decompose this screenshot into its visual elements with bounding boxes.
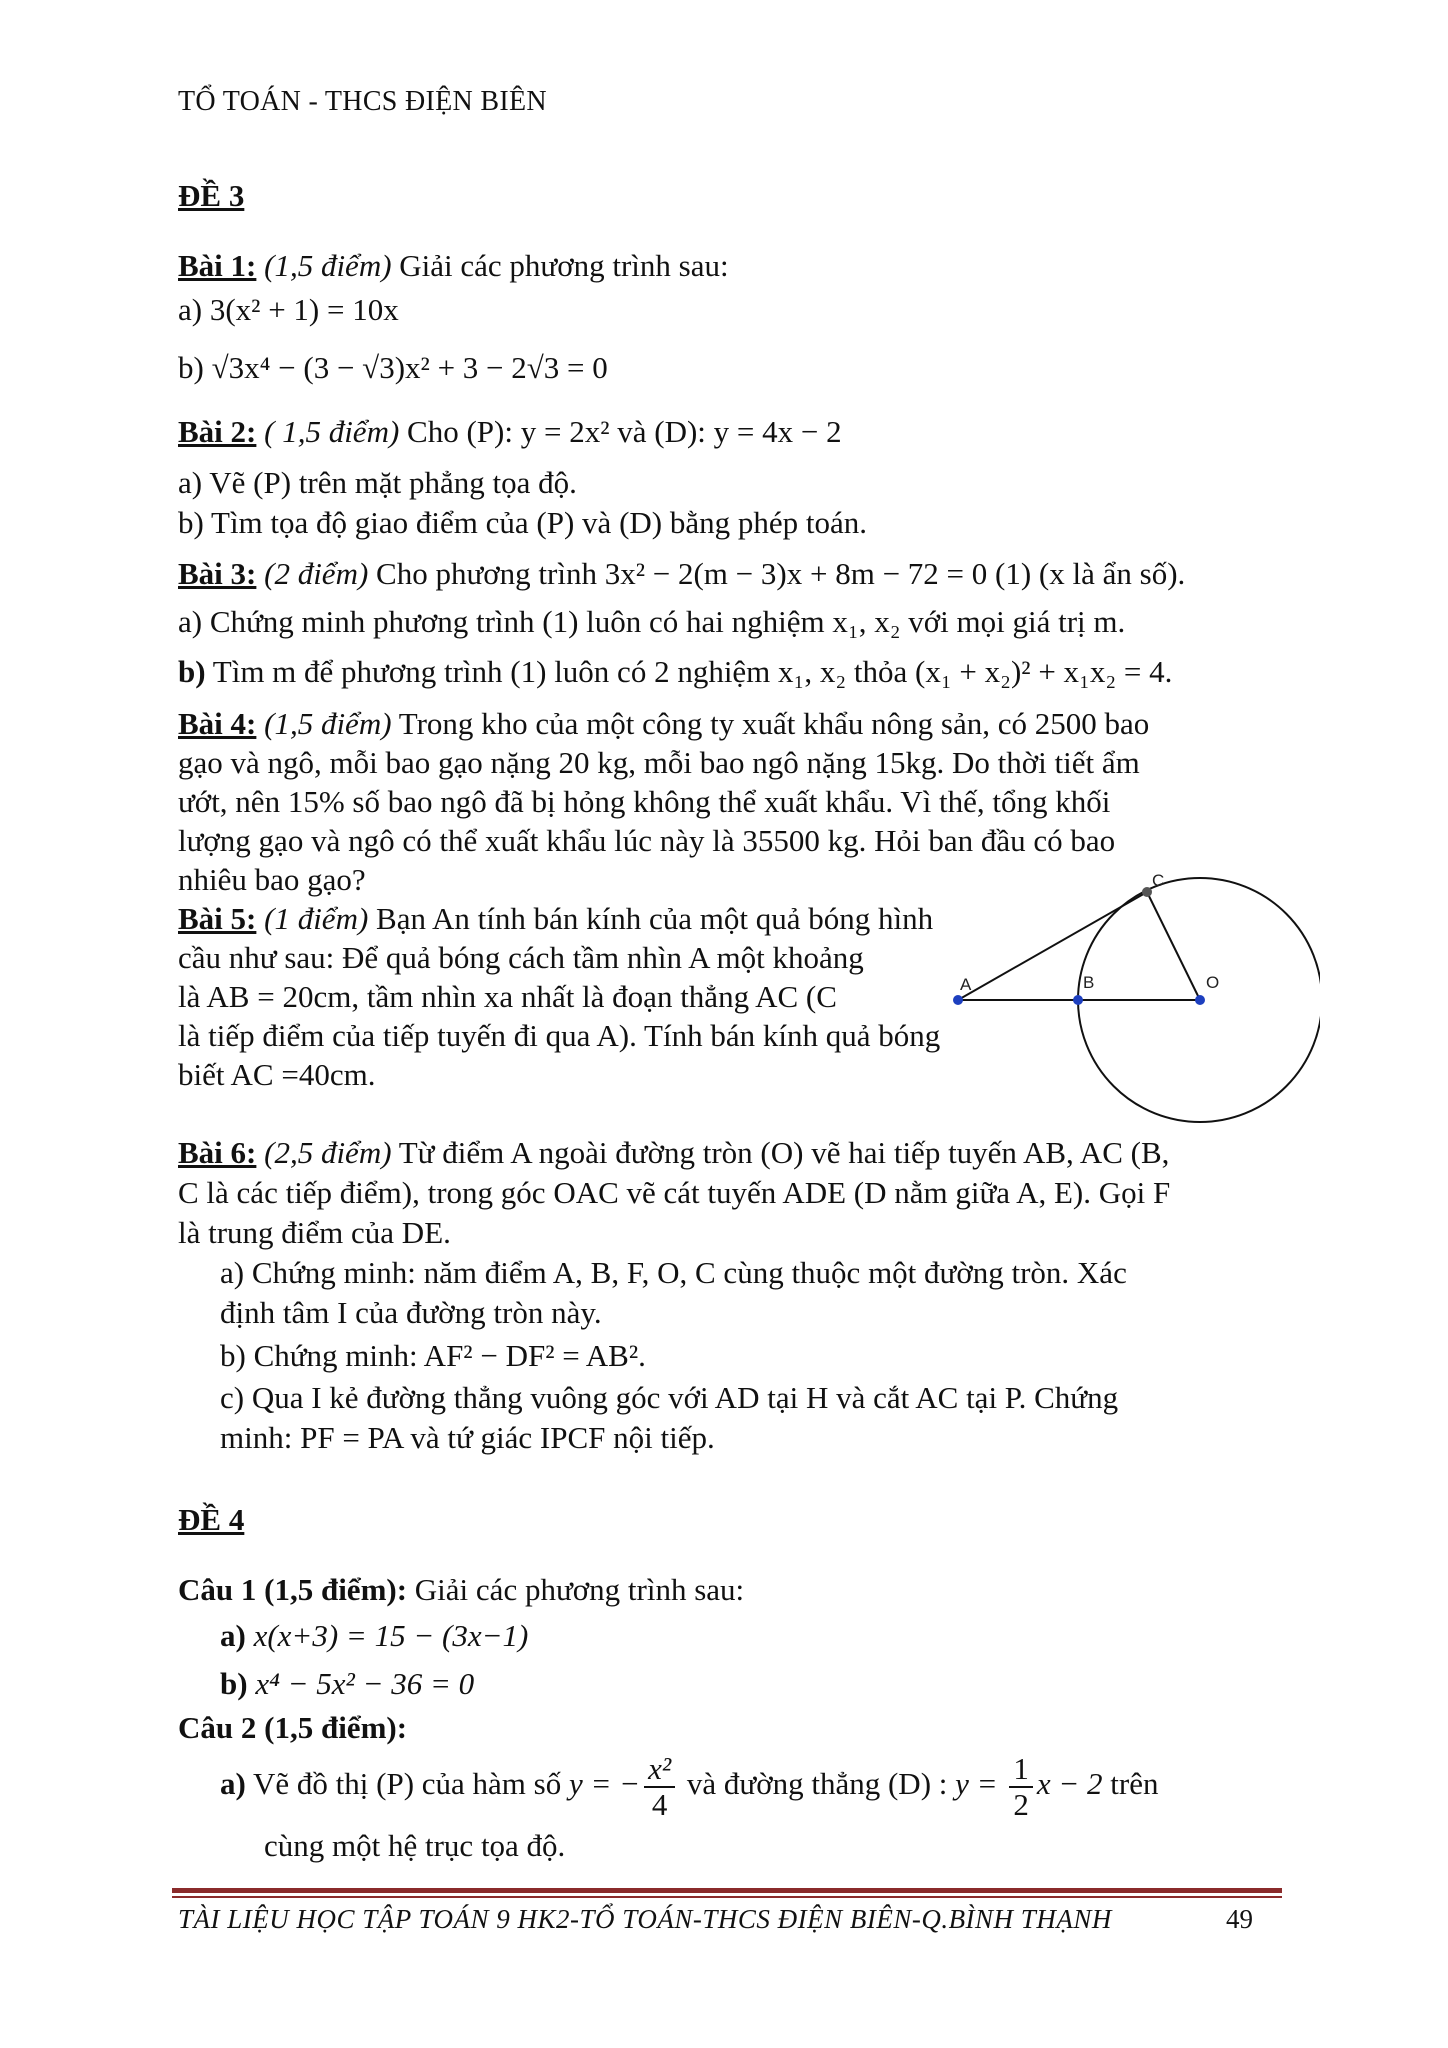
bai3-text: Cho phương trình 3x² − 2(m − 3)x + 8m − 72 = 0 (1) (x là ẩn số). — [368, 556, 1186, 591]
label-b: B — [1083, 973, 1095, 992]
cau1-b: x⁴ − 5x² − 36 = 0 — [255, 1666, 475, 1701]
bai5-line-4: là tiếp điểm của tiếp tuyến đi qua A). Tính bán kính quả bóng — [178, 1018, 941, 1053]
tangent-ac — [958, 892, 1147, 1000]
bai2-a: a) Vẽ (P) trên mặt phẳng tọa độ. — [178, 465, 577, 500]
bai2-text: Cho (P): y = 2x² và (D): y = 4x − 2 — [399, 414, 842, 449]
cau2-line-lhs: y = — [955, 1766, 1006, 1802]
footer-text: TÀI LIỆU HỌC TẬP TOÁN 9 HK2-TỔ TOÁN-THCS ĐIỆN BIÊN-Q.BÌNH THẠNH — [178, 1904, 1112, 1934]
page-header: TỔ TOÁN - THCS ĐIỆN BIÊN — [178, 86, 547, 117]
bai6-c-line-1: c) Qua I kẻ đường thẳng vuông góc với AD tại H và cắt AC tại P. Chứng — [220, 1380, 1119, 1415]
bai3-points: (2 điểm) — [264, 556, 369, 591]
bai5-line-1 — [178, 901, 933, 937]
bai6-c-line-2: minh: PF = PA và tứ giác IPCF nội tiếp. — [220, 1420, 715, 1455]
bai3-b-label: b) — [178, 654, 206, 689]
cau2-parabola-fraction — [644, 1752, 675, 1822]
bai2-heading — [178, 414, 842, 450]
footer-rule-thin — [172, 1896, 1282, 1898]
footer-rule-thick — [172, 1888, 1282, 1893]
bai4-line-2: gạo và ngô, mỗi bao gạo nặng 20 kg, mỗi bao ngô nặng 15kg. Do thời tiết ẩm — [178, 745, 1140, 780]
bai6-line-1 — [178, 1135, 1169, 1171]
bai6-label: Bài 6: — [178, 1135, 257, 1170]
cau2-heading: Câu 2 (1,5 điểm): — [178, 1710, 408, 1745]
bai1-label: Bài 1: — [178, 248, 257, 283]
point-c — [1142, 887, 1152, 897]
cau1-a: x(x+3) = 15 − (3x−1) — [253, 1618, 529, 1653]
bai5-text-1: Bạn An tính bán kính của một quả bóng hình — [368, 901, 934, 936]
bai6-b: b) Chứng minh: AF² − DF² = AB². — [220, 1338, 646, 1373]
bai6-a-line-1: a) Chứng minh: năm điểm A, B, F, O, C cùng thuộc một đường tròn. Xác — [220, 1255, 1127, 1290]
bai4-line-5: nhiêu bao gạo? — [178, 862, 366, 897]
bai5-line-5: biết AC =40cm. — [178, 1057, 376, 1092]
page-number: 49 — [1226, 1904, 1253, 1934]
bai6-text-1: Từ điểm A ngoài đường tròn (O) vẽ hai tiếp tuyến AB, AC (B, — [391, 1135, 1170, 1170]
cau1-text: Giải các phương trình sau: — [407, 1572, 745, 1607]
bai1-heading — [178, 248, 729, 284]
bai3-a: a) Chứng minh phương trình (1) luôn có hai nghiệm x₁, x₂ với mọi giá trị m. — [178, 604, 1126, 639]
bai2-points: ( 1,5 điểm) — [264, 414, 400, 449]
point-a — [953, 995, 963, 1005]
cau1-b-label: b) — [220, 1666, 248, 1701]
cau1-heading — [178, 1572, 744, 1608]
bai5-geometry-figure — [940, 870, 1320, 1130]
bai3-label: Bài 3: — [178, 556, 257, 591]
cau2-a-label: a) — [220, 1766, 246, 1802]
bai1-b: b) √3x⁴ − (3 − √3)x² + 3 − 2√3 = 0 — [178, 350, 608, 385]
bai1-points: (1,5 điểm) — [264, 248, 392, 283]
bai6-points: (2,5 điểm) — [264, 1135, 392, 1170]
label-o: O — [1206, 973, 1220, 992]
radius-oc — [1147, 892, 1200, 1000]
bai6-line-3: là trung điểm của DE. — [178, 1215, 451, 1250]
cau2-mid-text: và đường thẳng (D) : — [679, 1766, 956, 1802]
cau1-label: Câu 1 (1,5 điểm): — [178, 1572, 408, 1607]
point-o — [1195, 995, 1205, 1005]
cau2-line-rhs: x − 2 — [1036, 1766, 1103, 1802]
bai4-text-1: Trong kho của một công ty xuất khẩu nông sản, có 2500 bao — [391, 706, 1150, 741]
bai1-text: Giải các phương trình sau: — [391, 248, 729, 283]
cau1-a-label: a) — [220, 1618, 246, 1653]
bai4-line-4: lượng gạo và ngô có thể xuất khẩu lúc này là 35500 kg. Hỏi ban đầu có bao — [178, 823, 1116, 858]
bai5-line-2: cầu như sau: Để quả bóng cách tầm nhìn A một khoảng — [178, 940, 864, 975]
bai5-label: Bài 5: — [178, 901, 257, 936]
cau2-line-fraction — [1009, 1752, 1033, 1822]
label-c: C — [1152, 871, 1165, 890]
bai4-line-3: ướt, nên 15% số bao ngô đã bị hỏng không thể xuất khẩu. Vì thế, tổng khối — [178, 784, 1111, 819]
section-title-de4: ĐỀ 4 — [178, 1502, 245, 1537]
point-b — [1073, 995, 1083, 1005]
cau2-tail: trên — [1102, 1766, 1159, 1802]
bai6-a-line-2: định tâm I của đường tròn này. — [220, 1295, 602, 1330]
bai3-b-line — [178, 654, 1172, 690]
section-title-de3: ĐỀ 3 — [178, 178, 245, 213]
bai4-points: (1,5 điểm) — [264, 706, 392, 741]
cau1-b-line — [220, 1666, 474, 1702]
cau2-a-text: Vẽ đồ thị (P) của hàm số — [245, 1766, 569, 1802]
bai3-b: Tìm m để phương trình (1) luôn có 2 nghiệm x₁, x₂ thỏa (x₁ + x₂)² + x₁x₂ = 4. — [205, 654, 1173, 689]
bai5-line-3: là AB = 20cm, tầm nhìn xa nhất là đoạn thẳng AC (C — [178, 979, 837, 1014]
bai4-line-1 — [178, 706, 1149, 742]
bai6-line-2: C là các tiếp điểm), trong góc OAC vẽ cát tuyến ADE (D nằm giữa A, E). Gọi F — [178, 1175, 1171, 1210]
bai1-a: a) 3(x² + 1) = 10x — [178, 292, 399, 327]
cau2-parabola-denominator: 4 — [651, 1787, 668, 1823]
bai2-b: b) Tìm tọa độ giao điểm của (P) và (D) bằng phép toán. — [178, 505, 867, 540]
bai4-label: Bài 4: — [178, 706, 257, 741]
cau1-a-line — [220, 1618, 528, 1654]
bai2-label: Bài 2: — [178, 414, 257, 449]
cau2-line-numerator: 1 — [1009, 1752, 1033, 1788]
cau2-line-denominator: 2 — [1013, 1787, 1029, 1823]
cau2-a-continuation: cùng một hệ trục tọa độ. — [264, 1828, 566, 1863]
label-a: A — [960, 975, 972, 994]
bai3-heading — [178, 556, 1185, 592]
cau2-parabola-lhs: y = − — [568, 1766, 641, 1802]
cau2-parabola-numerator: x² — [644, 1752, 675, 1788]
bai5-points: (1 điểm) — [264, 901, 369, 936]
cau2-a-line — [220, 1752, 1158, 1822]
